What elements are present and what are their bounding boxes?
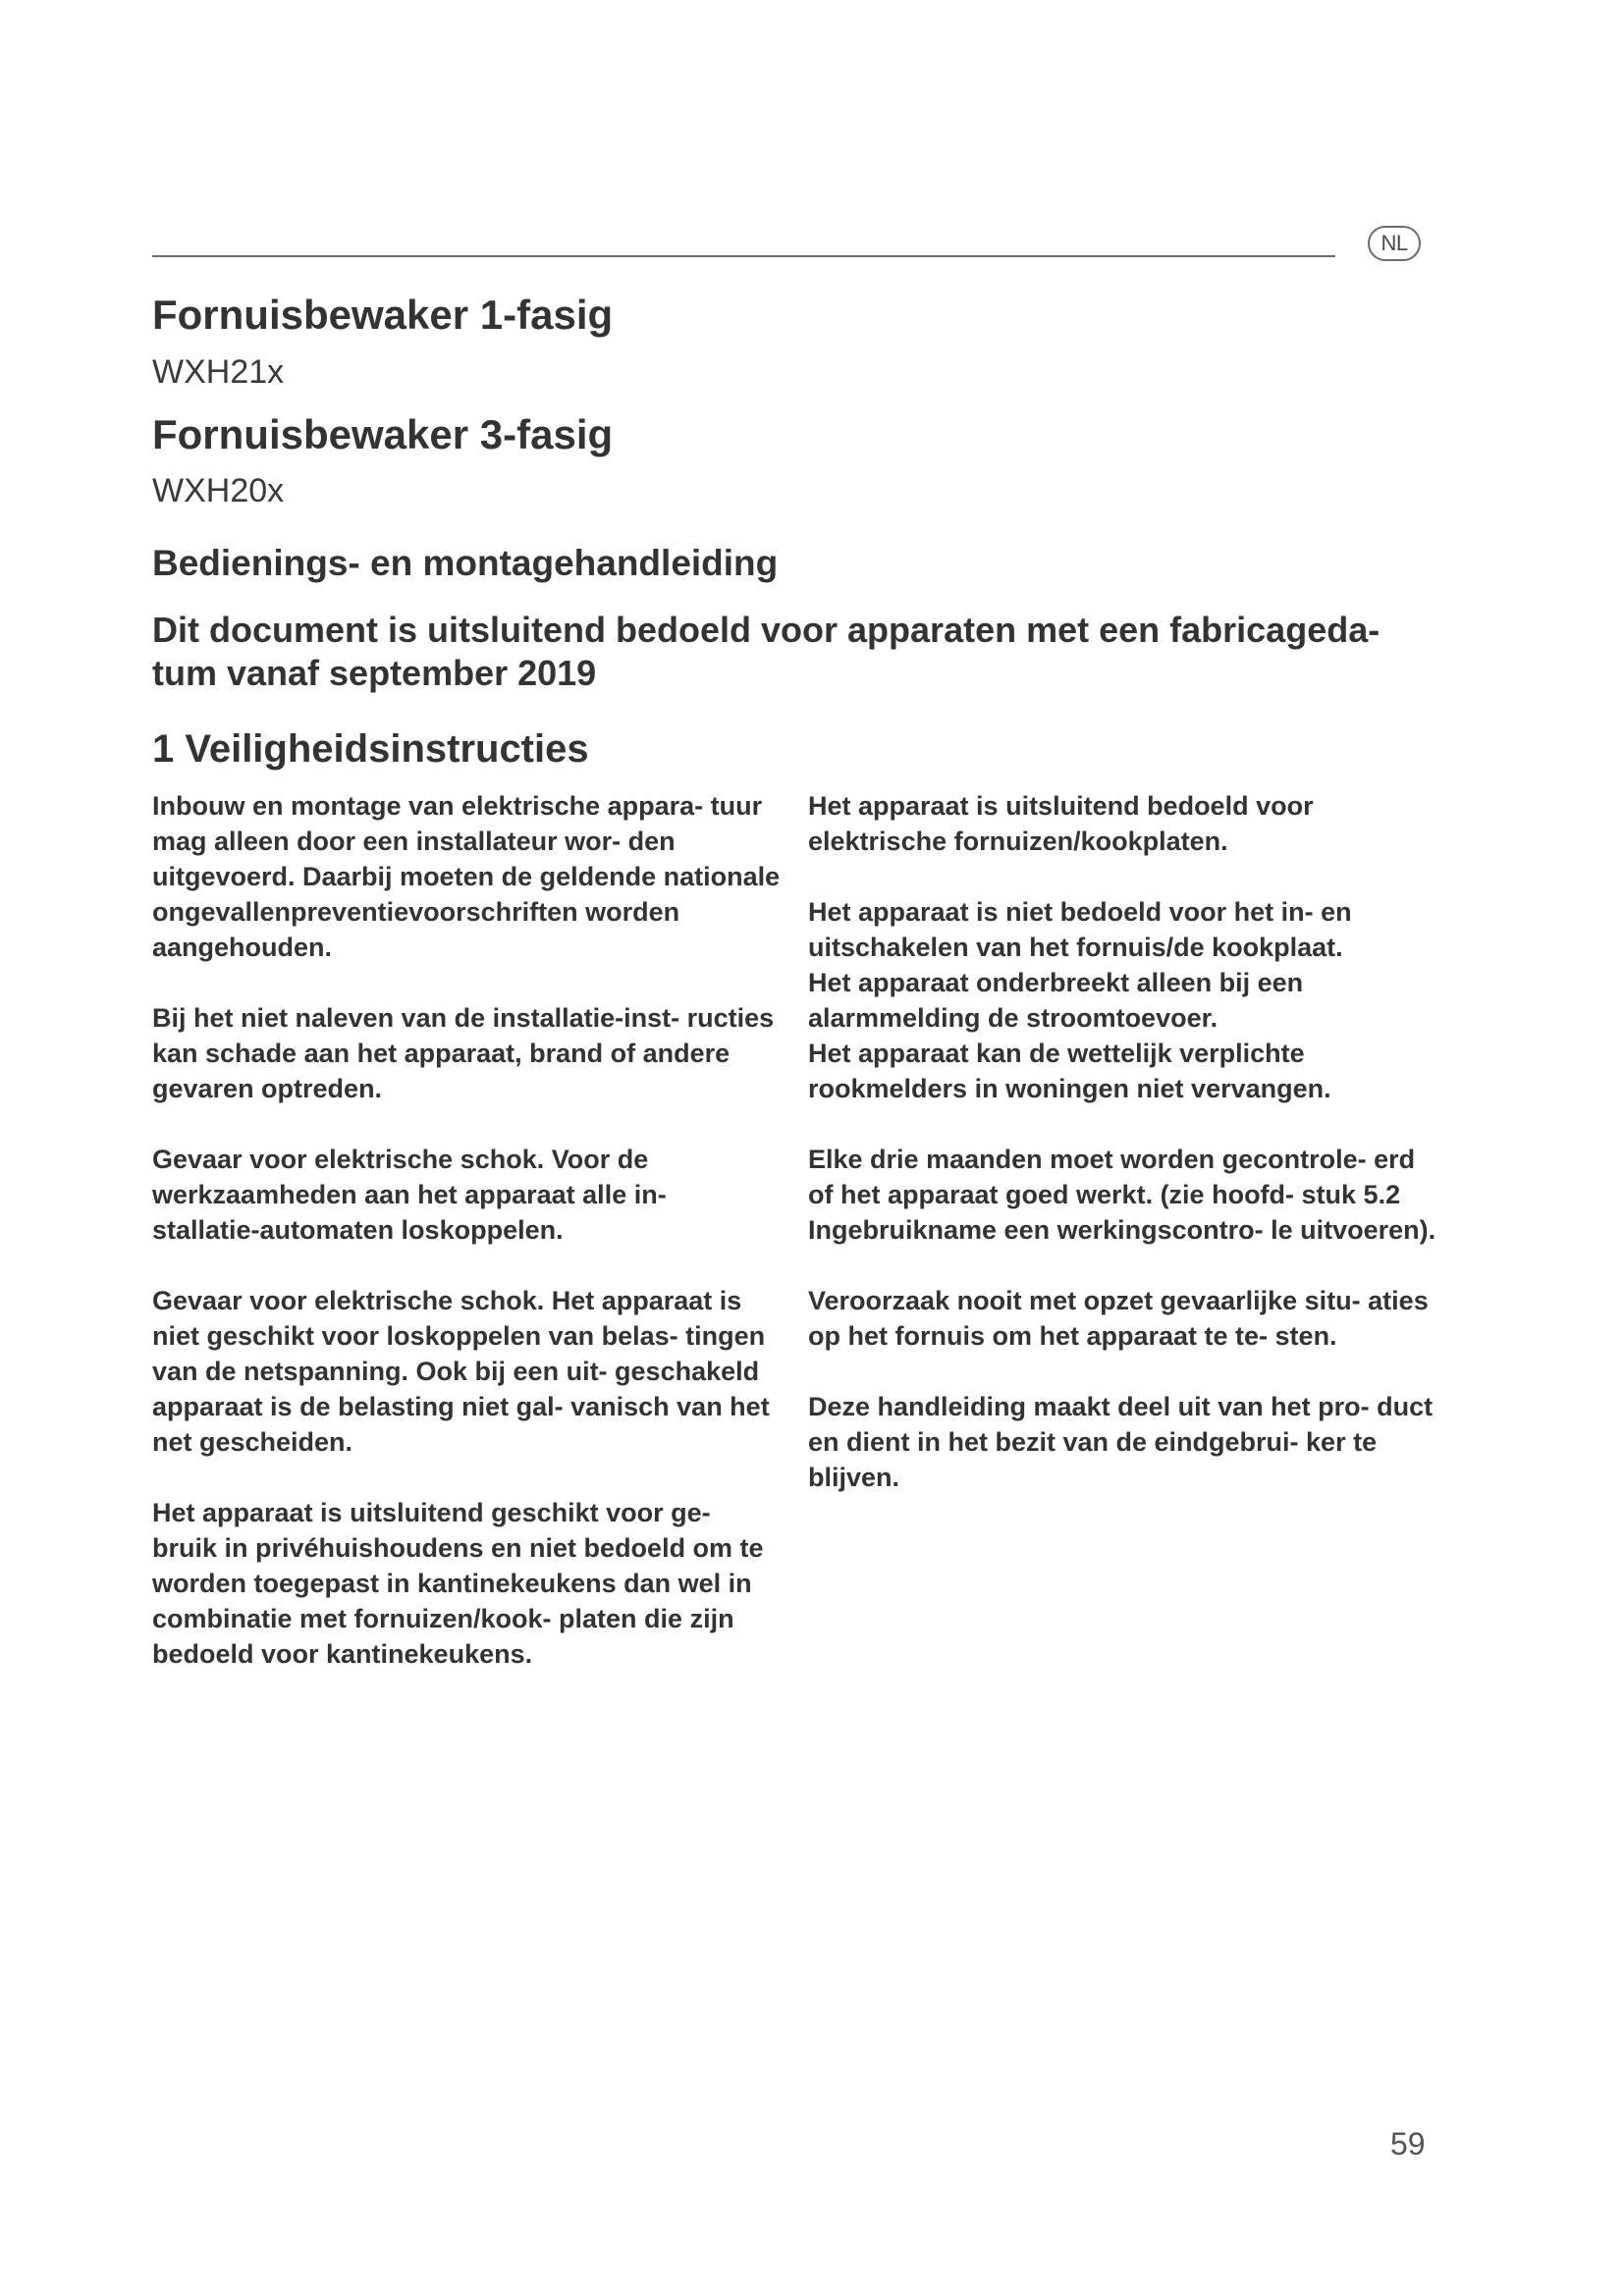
right-column — [808, 788, 1436, 1530]
product-title-1-phase: Fornuisbewaker 1-fasig — [152, 292, 614, 338]
product-title-3-phase: Fornuisbewaker 3-fasig — [152, 411, 614, 457]
product-model-1-phase: WXH21x — [152, 353, 285, 391]
safety-paragraph: Het apparaat kan de wettelijk verplichte rookmelders in woningen niet vervangen. — [808, 1039, 1331, 1103]
manual-title: Bedienings- en montagehandleiding — [152, 543, 779, 583]
safety-paragraph: Het apparaat onderbreekt alleen bij een alarmmelding de stroomtoevoer. — [808, 968, 1304, 1033]
safety-paragraph: Bij het niet naleven van de installatie-inst- ructies kan schade aan het apparaat, brand of andere gevaren optreden. — [152, 1003, 775, 1103]
validity-note: Dit document is uitsluitend bedoeld voor apparaten met een fabricageda- tum vanaf september 2019 — [152, 610, 1380, 693]
left-column — [152, 788, 781, 1707]
product-model-3-phase: WXH20x — [152, 472, 285, 509]
safety-paragraph: Het apparaat is niet bedoeld voor het in- en uitschakelen van het fornuis/de kookplaat. — [808, 897, 1352, 962]
safety-paragraph: Gevaar voor elektrische schok. Het apparaat is niet geschikt voor loskoppelen van belas- tingen van de netspanning. Ook bij een uit- geschakeld apparaat is de belasting niet gal- vanisch van het net gescheiden. — [152, 1286, 770, 1457]
page-number: 59 — [1390, 2126, 1426, 2162]
header-rule — [152, 255, 1335, 257]
language-badge: NL — [1368, 226, 1421, 261]
safety-paragraph: Gevaar voor elektrische schok. Voor de werkzaamheden aan het apparaat alle in- stallatie-automaten loskoppelen. — [152, 1145, 667, 1245]
safety-paragraph: Veroorzaak nooit met opzet gevaarlijke situ- aties op het fornuis om het apparaat te te- sten. — [808, 1286, 1429, 1351]
safety-paragraph: Inbouw en montage van elektrische appara- tuur mag alleen door een installateur wor- den uitgevoerd. Daarbij moeten de geldende nationale ongevallenpreventievoorschriften worden aangehouden. — [152, 791, 781, 962]
safety-paragraph: Het apparaat is uitsluitend bedoeld voor elektrische fornuizen/kookplaten. — [808, 791, 1314, 856]
safety-paragraph: Deze handleiding maakt deel uit van het pro- duct en dient in het bezit van de eindgebrui- ker te blijven. — [808, 1392, 1434, 1492]
section-heading: 1 Veiligheidsinstructies — [152, 727, 589, 771]
safety-paragraph: Elke drie maanden moet worden gecontrole- erd of het apparaat goed werkt. (zie hoofd- stuk 5.2 Ingebruikname een werkingscontro- le uitvoeren). — [808, 1145, 1436, 1245]
safety-paragraph: Het apparaat is uitsluitend geschikt voor ge- bruik in privéhuishoudens en niet bedoeld om te worden toegepast in kantinekeukens dan wel in combinatie met fornuizen/kook- platen die zijn bedoeld voor kantinekeukens. — [152, 1498, 764, 1669]
